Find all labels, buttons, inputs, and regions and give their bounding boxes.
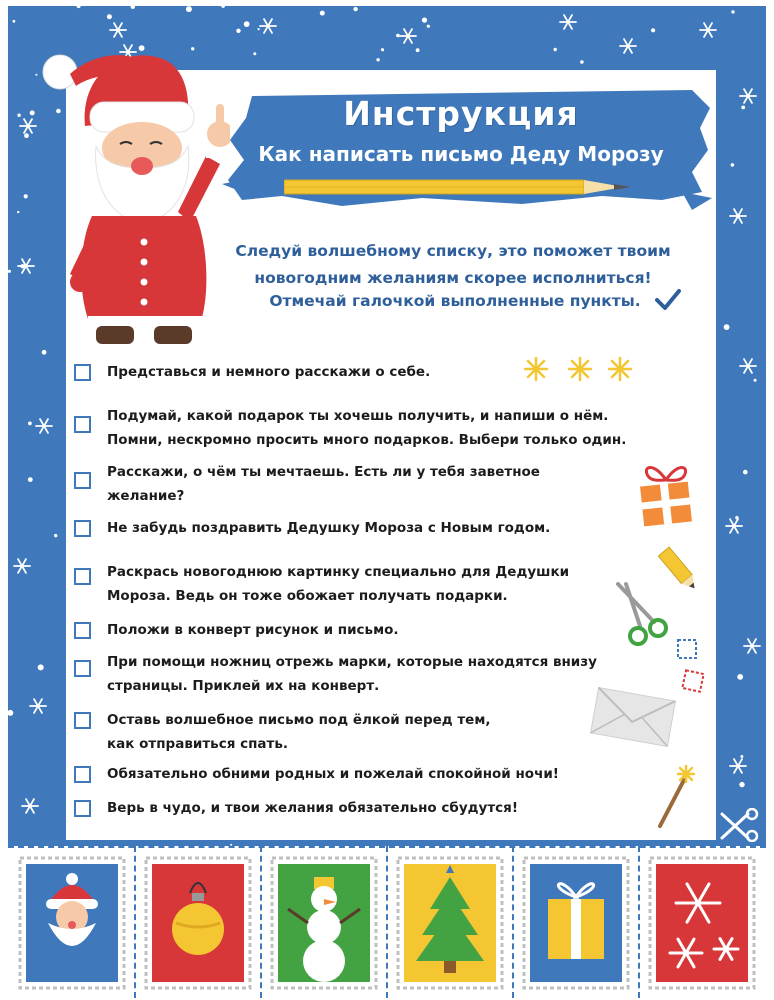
- snowflake-icon: [560, 15, 576, 29]
- checklist-item[interactable]: [74, 518, 550, 540]
- intro-line-1: Следуй волшебному списку, это поможет твоим: [235, 242, 671, 260]
- checklist-item[interactable]: [74, 620, 399, 642]
- snow-dot: [24, 194, 28, 198]
- magic-wand-icon: [650, 762, 700, 832]
- snow-dot: [17, 114, 20, 117]
- cut-scissors-icon: [718, 808, 760, 842]
- checklist-item[interactable]: [74, 710, 491, 756]
- snow-dot: [427, 25, 430, 28]
- snow-dot: [651, 28, 655, 32]
- snow-dot: [253, 52, 256, 55]
- envelope-icon: [588, 686, 678, 748]
- scissors-icon: [610, 580, 672, 646]
- snowflake-icon: [36, 419, 52, 433]
- snow-dot: [754, 379, 757, 382]
- checklist-item-text: Расскажи, о чём ты мечтаешь. Есть ли у тебя заветное желание?: [107, 464, 540, 504]
- snow-dot: [28, 422, 32, 426]
- checkbox[interactable]: [74, 568, 91, 585]
- snow-dot: [416, 48, 420, 52]
- snow-dot: [8, 270, 11, 273]
- snow-dot: [737, 674, 743, 680]
- snow-dot: [724, 324, 730, 330]
- checklist-item-text: При помощи ножниц отрежь марки, которые находятся внизу страницы. Приклей их на конверт.: [107, 654, 597, 694]
- santa-illustration: [30, 36, 230, 346]
- snow-dot: [741, 106, 745, 110]
- snowflake-icon: [726, 519, 742, 533]
- postage-stamp: [20, 858, 124, 988]
- checklist-item[interactable]: [74, 406, 626, 452]
- snow-dot: [13, 20, 16, 23]
- checklist-item[interactable]: [74, 764, 559, 786]
- gift-box-icon: [636, 458, 696, 528]
- snowflake-icon: [740, 89, 756, 103]
- checklist-item[interactable]: [74, 798, 518, 820]
- checklist-item-text: Оставь волшебное письмо под ёлкой перед тем, как отправиться спать.: [107, 712, 491, 752]
- snow-dot: [739, 782, 744, 787]
- snow-dot: [580, 60, 584, 64]
- checkbox[interactable]: [74, 364, 91, 381]
- intro-line-2: новогодним желаниям скорее исполниться!: [254, 269, 652, 287]
- sparkles-icon: [524, 356, 634, 382]
- snowflake-icon: [744, 639, 760, 653]
- snow-dot: [554, 48, 557, 51]
- snow-dot: [740, 755, 743, 758]
- snow-dot: [353, 7, 357, 11]
- snow-dot: [743, 470, 748, 475]
- snowflake-icon: [620, 39, 636, 53]
- postage-stamp: [398, 858, 502, 988]
- checklist-item[interactable]: [74, 362, 430, 384]
- snow-dot: [320, 11, 325, 16]
- snow-dot: [376, 58, 379, 61]
- checklist-item-text: Подумай, какой подарок ты хочешь получить, и напиши о нём. Помни, нескромно просить много подарков. Выбери только один.: [107, 408, 627, 448]
- postage-stamp: [524, 858, 628, 988]
- snow-dot: [28, 477, 33, 482]
- snow-dot: [77, 6, 81, 8]
- checklist-item-text: Верь в чудо, и твои желания обязательно сбудутся!: [107, 800, 518, 816]
- snowflake-icon: [400, 29, 416, 43]
- snowflake-icon: [14, 559, 30, 573]
- checklist-item-text: Не забудь поздравить Дедушку Мороза с Новым годом.: [107, 520, 551, 536]
- snowflake-icon: [700, 23, 716, 37]
- checkbox[interactable]: [74, 766, 91, 783]
- snow-dot: [731, 10, 734, 13]
- snowflake-icon: [260, 19, 276, 33]
- checkbox[interactable]: [74, 622, 91, 639]
- snow-dot: [42, 350, 47, 355]
- checkbox[interactable]: [74, 800, 91, 817]
- snow-dot: [38, 664, 44, 670]
- snow-dot: [24, 133, 29, 138]
- checkbox[interactable]: [74, 712, 91, 729]
- snow-dot: [244, 21, 250, 27]
- snow-dot: [17, 211, 19, 213]
- snow-dot: [8, 710, 13, 716]
- postage-stamp: [650, 858, 754, 988]
- snowflake-icon: [730, 209, 746, 223]
- checkbox[interactable]: [74, 660, 91, 677]
- snow-dot: [131, 6, 135, 9]
- checklist-item-text: Положи в конверт рисунок и письмо.: [107, 622, 399, 638]
- checklist-item-text: Раскрась новогоднюю картинку специально для Дедушки Мороза. Ведь он тоже обожает получать подарки.: [107, 564, 570, 604]
- checkbox[interactable]: [74, 416, 91, 433]
- snow-dot: [107, 14, 112, 19]
- snow-dot: [396, 34, 400, 38]
- snow-dot: [258, 28, 260, 30]
- checklist-item-text: Представься и немного расскажи о себе.: [107, 364, 431, 380]
- stamp-outline-icon: [676, 638, 698, 660]
- snowflake-icon: [730, 759, 746, 773]
- checklist-item[interactable]: [74, 652, 597, 698]
- snowflake-icon: [110, 23, 126, 37]
- checklist-item[interactable]: [74, 562, 569, 608]
- snowflake-icon: [740, 359, 756, 373]
- stamp-outline-icon: [680, 668, 706, 694]
- pencil-icon: [284, 176, 640, 198]
- checklist-item-text: Обязательно обними родных и пожелай спокойной ночи!: [107, 766, 559, 782]
- snow-dot: [381, 48, 384, 51]
- snow-dot: [236, 29, 240, 33]
- postage-stamp: [146, 858, 250, 988]
- intro-note: Отмечай галочкой выполненные пункты.: [269, 292, 641, 310]
- snow-dot: [422, 18, 427, 23]
- snow-dot: [54, 534, 57, 537]
- snow-dot: [221, 6, 225, 8]
- snowflake-icon: [22, 799, 38, 813]
- checkbox[interactable]: [74, 520, 91, 537]
- checklist-item[interactable]: [74, 462, 540, 508]
- snow-dot: [186, 6, 192, 12]
- snowflake-icon: [30, 699, 46, 713]
- snow-dot: [731, 163, 735, 167]
- checkbox[interactable]: [74, 472, 91, 489]
- postage-stamp: [272, 858, 376, 988]
- page-title: Инструкция: [343, 94, 579, 133]
- stamps-row: [0, 846, 774, 1000]
- page-subtitle: Как написать письмо Деду Морозу: [258, 142, 664, 166]
- intro-text: [208, 238, 698, 292]
- checkmark-icon: [654, 288, 682, 312]
